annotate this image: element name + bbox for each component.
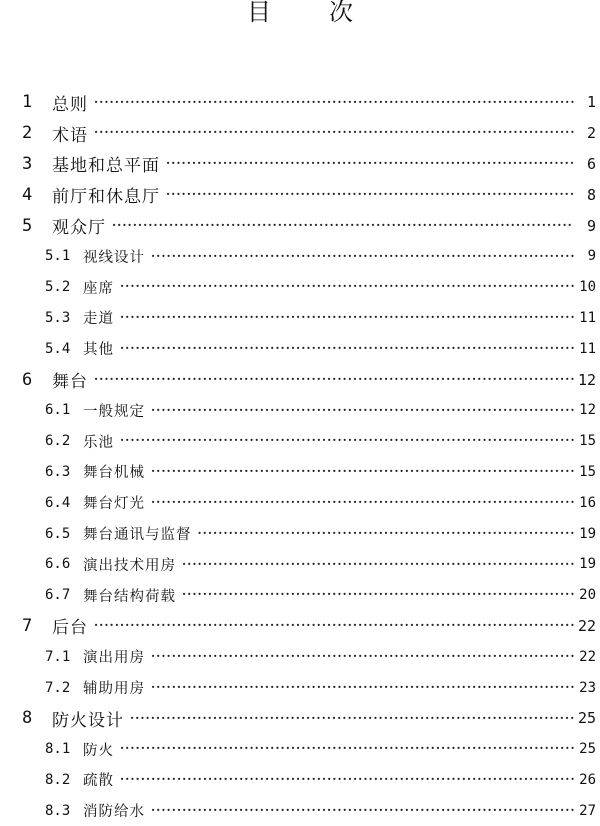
- entry-number: 4: [22, 184, 33, 205]
- toc-chapter-entry[interactable]: [0, 87, 600, 118]
- dot-leader: [94, 618, 574, 634]
- entry-title: 座席: [83, 280, 114, 297]
- entry-title: 防火: [83, 742, 114, 759]
- entry-title: 前厅和休息厅: [52, 187, 160, 208]
- entry-number: 8: [22, 708, 33, 729]
- entry-number: 8.2: [45, 771, 71, 788]
- entry-number: 1: [22, 92, 33, 113]
- entry-title: 后台: [52, 618, 88, 639]
- entry-title: 演出用房: [83, 650, 145, 667]
- entry-title: 疏散: [83, 773, 114, 790]
- entry-page-number: 12: [579, 402, 596, 419]
- toc-chapter-entry[interactable]: [0, 179, 600, 210]
- entry-page-number: 1: [586, 93, 596, 112]
- entry-title: 总则: [52, 94, 88, 115]
- dot-leader: [120, 279, 574, 295]
- entry-number: 7.1: [45, 648, 71, 665]
- entry-title: 舞台结构荷载: [83, 588, 176, 605]
- entry-page-number: 11: [579, 340, 596, 357]
- toc-section-entry[interactable]: [0, 333, 600, 364]
- dot-leader: [94, 372, 574, 388]
- toc-section-entry[interactable]: [0, 580, 600, 611]
- entry-number: 5.3: [45, 309, 71, 326]
- entry-page-number: 26: [579, 771, 596, 788]
- dot-leader: [120, 741, 574, 757]
- entry-number: 8.1: [45, 741, 71, 758]
- dot-leader: [151, 464, 574, 480]
- toc-chapter-entry[interactable]: [0, 149, 600, 180]
- dot-leader: [198, 526, 575, 542]
- entry-number: 5.2: [45, 279, 71, 296]
- toc-section-entry[interactable]: [0, 241, 600, 272]
- entry-page-number: 2: [586, 124, 596, 143]
- entry-title: 走道: [83, 311, 114, 328]
- entry-page-number: 19: [579, 556, 596, 573]
- page-title: 目次: [247, 0, 411, 26]
- entry-title: 术语: [52, 125, 88, 146]
- entry-number: 6.5: [45, 525, 71, 542]
- toc-chapter-entry[interactable]: [0, 611, 600, 642]
- entry-page-number: 9: [587, 248, 596, 265]
- entry-page-number: 22: [577, 616, 596, 635]
- entry-page-number: 25: [577, 709, 596, 728]
- toc-section-entry[interactable]: [0, 641, 600, 672]
- dot-leader: [151, 403, 574, 419]
- dot-leader: [166, 156, 574, 172]
- toc-section-entry[interactable]: [0, 795, 600, 826]
- entry-number: 2: [22, 123, 33, 144]
- dot-leader: [112, 218, 574, 234]
- entry-title: 舞台灯光: [83, 496, 145, 513]
- dot-leader: [120, 433, 574, 449]
- entry-page-number: 6: [586, 154, 596, 173]
- dot-leader: [120, 310, 574, 326]
- dot-leader: [120, 341, 574, 357]
- entry-number: 5.1: [45, 248, 71, 265]
- dot-leader: [151, 495, 574, 511]
- entry-number: 5.4: [45, 340, 71, 357]
- entry-page-number: 15: [579, 433, 596, 450]
- entry-number: 8.3: [45, 802, 71, 819]
- entry-number: 3: [22, 153, 33, 174]
- toc-section-entry[interactable]: [0, 734, 600, 765]
- toc-section-entry[interactable]: [0, 487, 600, 518]
- entry-title: 观众厅: [52, 218, 106, 239]
- entry-number: 7.2: [45, 679, 71, 696]
- toc-section-entry[interactable]: [0, 518, 600, 549]
- dot-leader: [120, 772, 574, 788]
- dot-leader: [130, 711, 574, 727]
- entry-page-number: 15: [579, 463, 596, 480]
- entry-title: 乐池: [83, 434, 114, 451]
- entry-title: 视线设计: [83, 249, 145, 266]
- dot-leader: [151, 803, 574, 819]
- entry-page-number: 16: [579, 494, 596, 511]
- toc-chapter-entry[interactable]: [0, 118, 600, 149]
- dot-leader: [94, 95, 574, 111]
- table-of-contents: [0, 87, 600, 826]
- entry-number: 6: [22, 369, 33, 390]
- entry-title: 其他: [83, 342, 114, 359]
- entry-number: 6.7: [45, 587, 71, 604]
- dot-leader: [182, 587, 574, 603]
- toc-section-entry[interactable]: [0, 672, 600, 703]
- entry-page-number: 22: [579, 648, 596, 665]
- entry-title: 辅助用房: [83, 681, 145, 698]
- toc-chapter-entry[interactable]: [0, 364, 600, 395]
- entry-title: 舞台通讯与监督: [83, 527, 192, 544]
- entry-number: 7: [22, 615, 33, 636]
- entry-page-number: 10: [579, 279, 596, 296]
- entry-page-number: 19: [579, 525, 596, 542]
- entry-number: 6.1: [45, 402, 71, 419]
- entry-page-number: 9: [586, 216, 596, 235]
- entry-title: 舞台: [52, 372, 88, 393]
- dot-leader: [166, 187, 574, 203]
- entry-number: 6.2: [45, 433, 71, 450]
- toc-section-entry[interactable]: [0, 395, 600, 426]
- toc-section-entry[interactable]: [0, 549, 600, 580]
- dot-leader: [94, 125, 574, 141]
- toc-section-entry[interactable]: [0, 765, 600, 796]
- entry-title: 演出技术用房: [83, 557, 176, 574]
- entry-page-number: 8: [586, 185, 596, 204]
- toc-section-entry[interactable]: [0, 457, 600, 488]
- entry-page-number: 25: [579, 741, 596, 758]
- entry-page-number: 20: [579, 587, 596, 604]
- dot-leader: [182, 557, 574, 573]
- entry-number: 6.3: [45, 463, 71, 480]
- toc-section-entry[interactable]: [0, 272, 600, 303]
- entry-page-number: 27: [579, 802, 596, 819]
- toc-section-entry[interactable]: [0, 303, 600, 334]
- entry-page-number: 12: [577, 370, 596, 389]
- toc-section-entry[interactable]: [0, 426, 600, 457]
- entry-title: 一般规定: [83, 403, 145, 420]
- dot-leader: [151, 649, 574, 665]
- dot-leader: [151, 680, 574, 696]
- entry-number: 5: [22, 215, 33, 236]
- entry-number: 6.4: [45, 494, 71, 511]
- entry-page-number: 11: [579, 309, 596, 326]
- entry-title: 基地和总平面: [52, 156, 160, 177]
- entry-title: 消防给水: [83, 804, 145, 821]
- entry-title: 防火设计: [52, 710, 124, 731]
- entry-title: 舞台机械: [83, 465, 145, 482]
- dot-leader: [151, 249, 574, 265]
- toc-chapter-entry[interactable]: [0, 703, 600, 734]
- toc-chapter-entry[interactable]: [0, 210, 600, 241]
- entry-number: 6.6: [45, 556, 71, 573]
- entry-page-number: 23: [579, 679, 596, 696]
